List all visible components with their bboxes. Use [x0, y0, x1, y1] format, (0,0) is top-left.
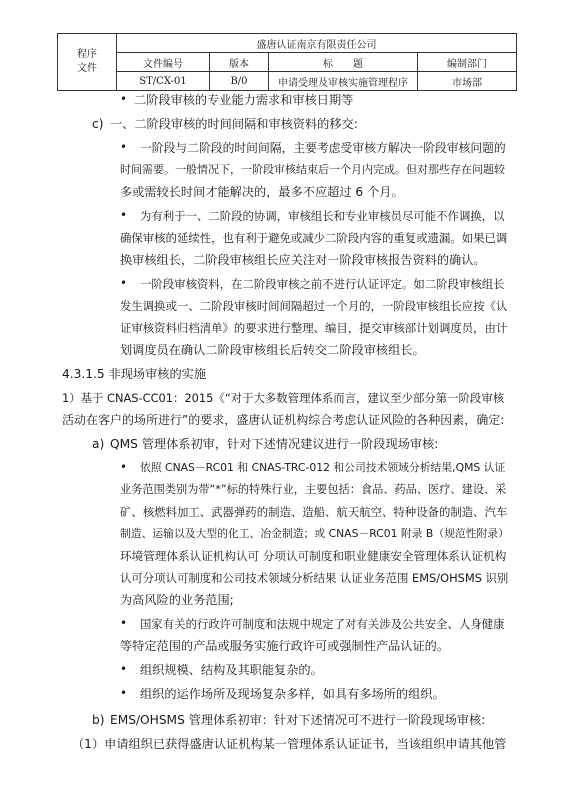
text-line: 为有利于一、二阶段的协调，审核组长和专业审核员尽可能不作调换，以	[140, 209, 505, 223]
col-header-version: 版本	[210, 53, 269, 72]
company-name: 盛唐认证南京有限责任公司	[117, 34, 517, 53]
text-line: 一阶段审核资料，在二阶段审核之前不进行认证评定。如二阶段审核组长	[140, 277, 505, 291]
col-header-title: 标 题	[269, 53, 418, 72]
text-line: 认可分项认可制度和公司技术领域分析结果 认证业务范围 EMS/OHSMS 识别	[120, 571, 509, 585]
text-line: 多或需较长时间才能解决的，最多不应超过 6 个月。	[120, 185, 404, 199]
text-line: 等特定范围的产品或服务实施行政许可或强制性产品认证的。	[120, 639, 450, 653]
bullet-icon: •	[120, 662, 128, 676]
bullet-icon: •	[120, 276, 128, 290]
document-header-table	[57, 33, 517, 91]
col-header-doc-number: 文件编号	[117, 53, 210, 72]
text-line: 换审核组长，二阶段审核组长应关注对一阶段审核报告资料的确认。	[120, 253, 486, 267]
bullet-icon: •	[120, 686, 128, 700]
text-line: 确保审核的延续性，也有利于避免或减少二阶段内容的重复或遗漏。如果已调	[120, 231, 508, 245]
text-line: （1）申请组织已获得盛唐认证机构某一管理体系认证证书，当该组织申请其他管	[72, 737, 507, 751]
text-line: 环境管理体系认证机构认可 分项认可制度和职业健康安全管理体系认证机构	[120, 549, 507, 563]
doc-type-cell: 程序 文件	[58, 34, 117, 91]
text-line: 制造、运输以及大型的化工、冶金制造；或 CNAS－RC01 附录 B（规范性附录）	[120, 527, 509, 540]
department-value: 市场部	[418, 72, 517, 91]
text-line: 二阶段审核的专业能力需求和审核日期等	[134, 93, 354, 107]
bullet-icon: •	[120, 208, 128, 222]
text-line: 一、二阶段审核的时间间隔和审核资料的移交:	[110, 117, 358, 131]
list-marker-b: b)	[92, 713, 105, 727]
bullet-icon: •	[120, 616, 128, 630]
text-line: 划调度员在确认二阶段审核组长后转交二阶段审核组长。	[120, 343, 425, 357]
list-marker-c: c)	[92, 117, 104, 131]
text-line: 矿、核燃料加工、武器弹药的制造、造船、航天航空、特种设备的制造、汽车	[120, 505, 508, 519]
text-line: 国家有关的行政许可制度和法规中规定了对有关涉及公共安全、人身健康	[140, 617, 505, 631]
title-value: 申请受理及审核实施管理程序	[269, 72, 418, 91]
text-line: 为高风险的业务范围;	[120, 593, 234, 607]
text-line: 一阶段与二阶段的时间间隔，主要考虑受审核方解决一阶段审核问题的	[140, 141, 506, 155]
text-line: 业务范围类别为带“*”标的特殊行业，主要包括：食品、药品、医疗、建设、采	[120, 483, 507, 496]
text-line: 组织的运作场所及现场复杂多样，如具有多场所的组织。	[140, 687, 445, 701]
text-line: 1）基于 CNAS-CC01：2015《“对于大多数管理体系而言，建议至少部分第一阶段审核	[62, 391, 505, 405]
bullet-icon: •	[120, 460, 128, 474]
bullet-icon: •	[120, 92, 128, 106]
text-line: 时间需要。一般情况下，一阶段审核结束后一个月内完成。但对那些存在问题较	[120, 163, 505, 176]
version-value: B/0	[210, 72, 269, 91]
doc-number-value: ST/CX-01	[117, 72, 210, 91]
section-heading: 4.3.1.5 非现场审核的实施	[62, 367, 207, 381]
text-line: 依照 CNAS－RC01 和 CNAS-TRC-012 和公司技术领域分析结果,QMS 认证	[140, 461, 506, 474]
bullet-icon: •	[120, 140, 128, 154]
text-line: EMS/OHSMS 管理体系初审：针对下述情况可不进行一阶段现场审核:	[110, 713, 486, 727]
text-line: 发生调换或一、二阶段审核时间间隔超过一个月的，一阶段审核组长应按《认	[120, 299, 508, 313]
col-header-department: 编制部门	[418, 53, 517, 72]
text-line: QMS 管理体系初审，针对下述情况建议进行一阶段现场审核:	[110, 437, 439, 451]
text-line: 组织规模、结构及其职能复杂的。	[140, 663, 323, 677]
text-line: 证审核资料归档清单》的要求进行整理、编目，提交审核部计划调度员，由计	[120, 321, 508, 335]
list-marker-a: a)	[92, 437, 105, 451]
text-line: 活动在客户的场所进行”的要求，盛唐认证机构综合考虑认证风险的各种因素，确定:	[62, 413, 505, 427]
